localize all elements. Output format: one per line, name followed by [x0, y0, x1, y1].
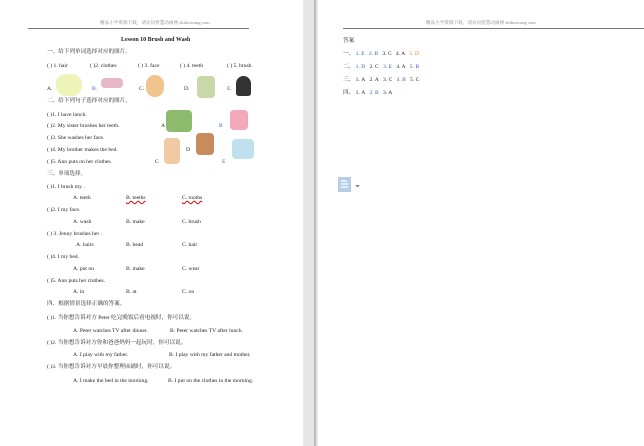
answer: 1. A: [355, 90, 366, 96]
word-item: ( )2. clothes: [90, 63, 117, 69]
option: B. at: [126, 289, 137, 295]
option: A. hairs: [76, 242, 94, 248]
answer: 4. A: [396, 64, 406, 70]
option: B. I put on the clothes in the morning.: [168, 378, 254, 384]
word-item: ( ) 3. face: [138, 63, 160, 69]
header-rule: [343, 28, 644, 29]
answer: 4. B: [396, 77, 406, 83]
teeth-image: [56, 74, 82, 96]
image-label: D: [186, 147, 191, 153]
option: C. brush: [182, 219, 201, 225]
row-label: 二、: [343, 64, 355, 70]
option: B. make: [126, 219, 145, 225]
question: ( )5. Ann puts her clothes.: [47, 278, 105, 284]
option: A. I make the bed in the morning.: [73, 378, 149, 384]
brush-image: [197, 76, 215, 98]
answer-row: [343, 51, 419, 58]
question: ( )4. I my bed.: [47, 254, 80, 260]
sentence-item: ( )4. My brother makes the bed.: [47, 147, 118, 153]
answer: 1. E: [355, 51, 365, 57]
clothes-image: [101, 78, 123, 88]
question: ( )2. I my face.: [47, 207, 81, 213]
answer-row: [343, 90, 392, 97]
answer: 3. E: [382, 64, 392, 70]
header-rule: [28, 28, 249, 29]
row-label: 四、: [343, 90, 355, 96]
option: C. hair: [182, 242, 198, 248]
option: C. on: [182, 289, 195, 295]
option: C. wear: [182, 266, 200, 272]
boy-eating-image: [196, 133, 214, 155]
section-1-heading: 一、给下列单词选择对应的图片。: [47, 49, 131, 55]
word-item: ( ) 5. brush: [227, 63, 252, 69]
paste-options-button[interactable]: [338, 177, 366, 198]
face-image: [146, 75, 164, 97]
answer: 5. D: [409, 51, 420, 57]
answer: 1. D: [355, 64, 366, 70]
question: ( )1. 当你想告诉对方 Peter 吃完晚饭后看电视时，你可以说。: [47, 315, 196, 321]
answer: 3. A: [382, 90, 393, 96]
answer-title: 答案: [343, 38, 355, 44]
word-item: ( ) 1. hair: [47, 63, 68, 69]
lesson-title: Lesson 10 Brush and Wash: [121, 37, 191, 43]
answer-row: [343, 64, 419, 71]
page-divider: [314, 0, 316, 446]
answer: 2. C: [369, 64, 379, 70]
answer-row: [343, 77, 419, 84]
question: ( )2. 当你想告诉对方你和爸爸妈妈一起玩时，你可以说。: [47, 340, 187, 346]
answer: 5. C: [410, 77, 420, 83]
answer: 4. A: [395, 51, 406, 57]
bed-image: [166, 110, 192, 132]
option: A. wash: [73, 219, 92, 225]
page-header: 精品小学资源下载，请访问智慧动画网 zhihuiwang.com: [100, 20, 210, 25]
image-label: E.: [227, 86, 232, 92]
sentence-item: ( )2. My sister brushes her teeth.: [47, 123, 120, 129]
page-header: 精品小学资源下载，请访问智慧动画网 zhihuiwang.com: [426, 20, 536, 25]
option: B. Peter watches TV after lunch.: [170, 328, 243, 334]
sentence-item: ( )5. Ann puts on her clothes.: [47, 159, 112, 165]
answer: 3. C: [382, 77, 393, 83]
image-label: D.: [184, 86, 190, 92]
girl-washing-image: [164, 138, 180, 164]
image-label: C: [155, 159, 159, 165]
document-page-1: [0, 0, 303, 446]
hair-image: [236, 76, 251, 96]
paste-options-icon: [338, 177, 366, 193]
option: C. tooths: [182, 195, 203, 201]
option: A. in: [73, 289, 85, 295]
document-page-2: [318, 0, 644, 446]
option: B. make: [126, 266, 145, 272]
image-label: E: [222, 159, 226, 165]
option: B. teeths: [126, 195, 146, 201]
image-label: A: [161, 123, 166, 129]
image-label: B: [219, 123, 223, 129]
word-item: ( ) 4. teeth: [180, 63, 203, 69]
section-4-heading: 四、根据情景选择正确的答案。: [47, 301, 126, 307]
row-label: 三、: [343, 77, 355, 83]
answer: 1. A: [355, 77, 366, 83]
image-label: A.: [47, 86, 53, 92]
image-label: C.: [139, 86, 145, 92]
section-2-heading: 二、给下列句子选择对应的图片。: [47, 98, 131, 104]
answer: 2. A: [369, 77, 379, 83]
image-label: B.: [92, 86, 98, 92]
question: ( )1. I brush my .: [47, 184, 85, 190]
question: ( )3. 当你想告诉对方早晨你整理床铺时，你可以说。: [47, 364, 176, 370]
option: B. I play with my father and mother.: [169, 352, 251, 358]
row-label: 一、: [343, 51, 355, 57]
option: A. teeth: [73, 195, 91, 201]
option: B. head: [126, 242, 144, 248]
answer: 3. C: [382, 51, 392, 57]
answer: 2. B: [368, 51, 379, 57]
sentence-item: ( )1. I have lunch.: [47, 112, 87, 118]
answer: 2. B: [369, 90, 379, 96]
section-3-heading: 三、单项选择。: [47, 171, 87, 177]
answer: 5. B: [409, 64, 420, 70]
wash-image: [232, 139, 254, 159]
option: A. put on: [73, 266, 94, 272]
option: A. Peter watches TV after dinner.: [73, 328, 148, 334]
question: ( ) 3. Jenny brushes her .: [47, 231, 102, 237]
sentence-item: ( )3. She washes her face.: [47, 135, 105, 141]
girl-brushing-image: [230, 110, 248, 130]
option: A. I play with my father.: [73, 352, 129, 358]
